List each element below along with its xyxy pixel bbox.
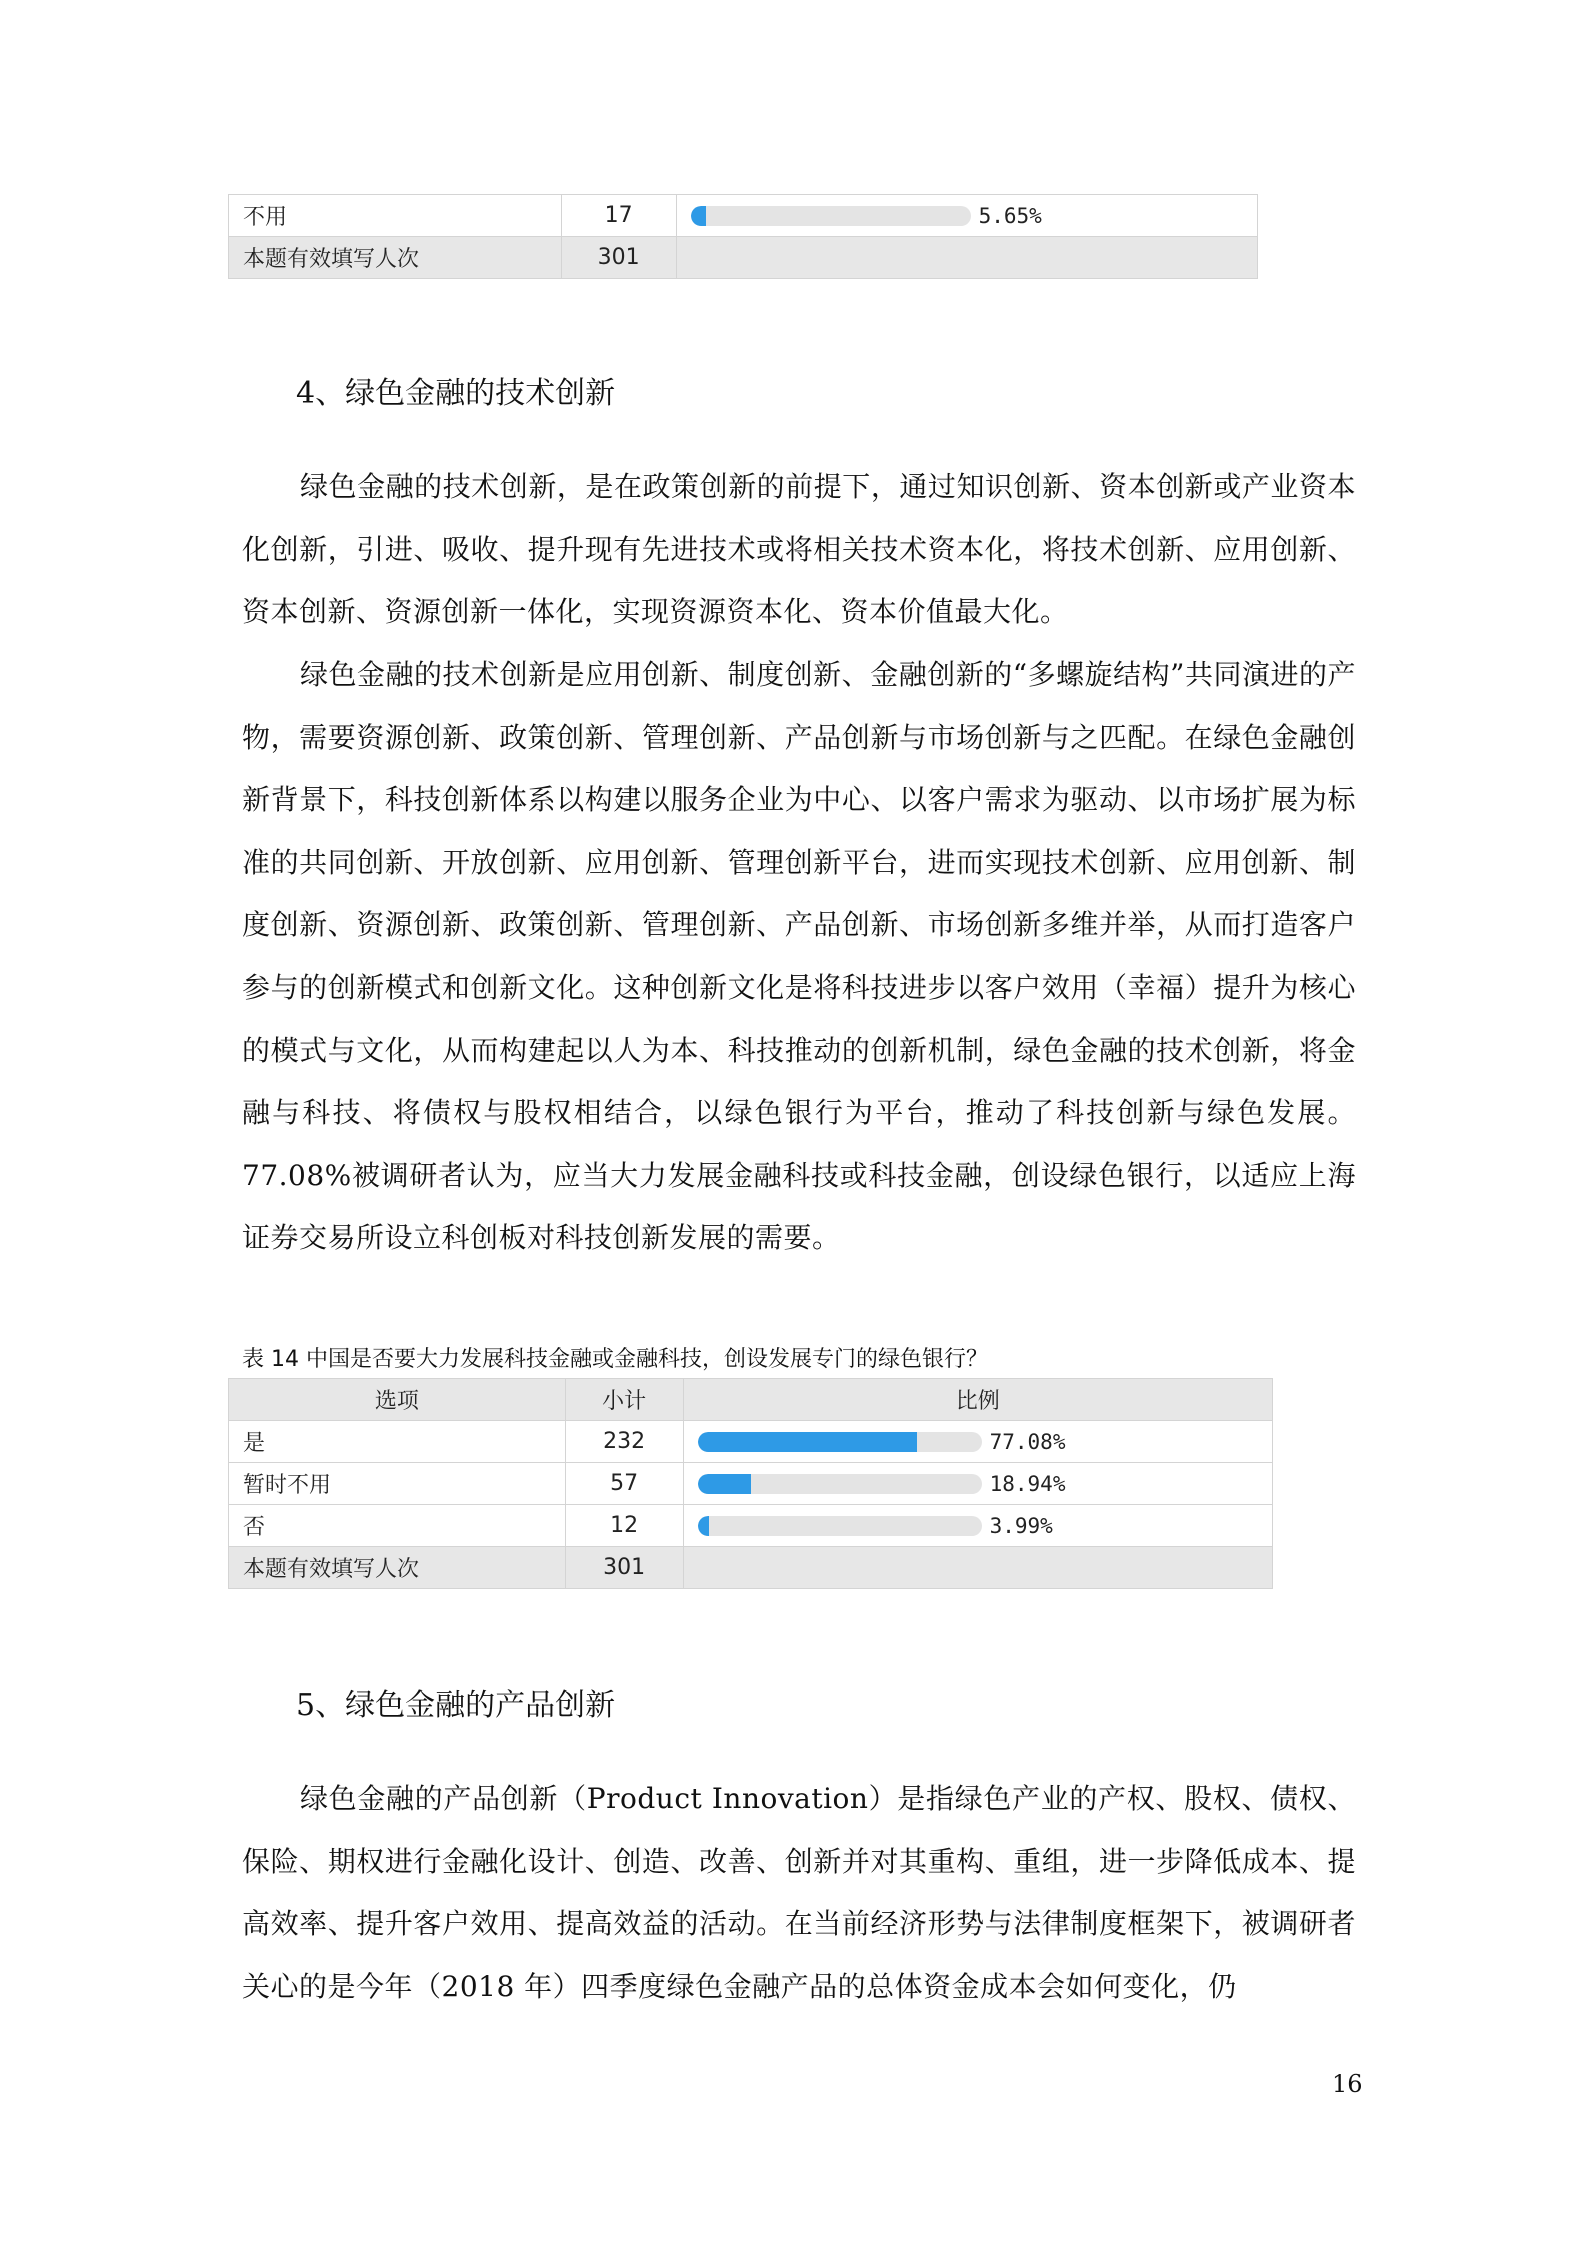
progress-fill <box>691 206 707 226</box>
percent-text: 3.99% <box>989 1514 1053 1538</box>
percent-text: 18.94% <box>989 1472 1066 1496</box>
table-row <box>229 195 1258 237</box>
option-label: 是 <box>229 1421 566 1463</box>
table-row <box>229 1463 1273 1505</box>
paragraph: 绿色金融的技术创新是应用创新、制度创新、金融创新的“多螺旋结构”共同演进的产物，需要资源创新、政策创新、管理创新、产品创新与市场创新与之匹配。在绿色金融创新背景下，科技创新体系以构建以服务企业为中心、以客户需求为驱动、以市场扩展为标准的共同创新、开放创新、应用创新、管理创新平台，进而实现技术创新、应用创新、制度创新、资源创新、政策创新、管理创新、产品创新、市场创新多维并举，从而打造客户参与的创新模式和创新文化。这种创新文化是将科技进步以客户效用（幸福）提升为核心的模式与文化，从而构建起以人为本、科技推动的创新机制，绿色金融的技术创新，将金融与科技、将债权与股权相结合，以绿色银行为平台，推动了科技创新与绿色发展。77.08%被调研者认为，应当大力发展金融科技或科技金融，创设绿色银行，以适应上海证券交易所设立科创板对科技创新发展的需要。 <box>242 658 1356 1255</box>
percent-cell <box>676 195 1257 237</box>
column-header: 小计 <box>565 1379 683 1421</box>
paragraph: 绿色金融的产品创新（Product Innovation）是指绿色产业的产权、股权、债权、保险、期权进行金融化设计、创造、改善、创新并对其重构、重组，进一步降低成本、提高效率、提升客户效用、提高效益的活动。在当前经济形势与法律制度框架下，被调研者关心的是今年（2018 年）四季度绿色金融产品的总体资金成本会如何变化，仍 <box>242 1782 1356 2003</box>
progress-bar <box>698 1516 982 1536</box>
table-header-row <box>229 1379 1273 1421</box>
progress-fill <box>698 1432 917 1452</box>
total-count: 301 <box>565 1547 683 1589</box>
table-total-row <box>229 1547 1273 1589</box>
section-heading: 5、绿色金融的产品创新 <box>296 1688 616 1723</box>
total-count: 301 <box>561 237 676 279</box>
table-top <box>228 194 1258 279</box>
table-row <box>229 1505 1273 1547</box>
section-heading: 4、绿色金融的技术创新 <box>296 376 616 411</box>
option-count: 12 <box>565 1505 683 1547</box>
progress-bar <box>698 1432 982 1452</box>
option-label: 暂时不用 <box>229 1463 566 1505</box>
table-row <box>229 1421 1273 1463</box>
progress-bar <box>691 206 971 226</box>
total-label: 本题有效填写人次 <box>229 1547 566 1589</box>
option-label: 否 <box>229 1505 566 1547</box>
total-label: 本题有效填写人次 <box>229 237 562 279</box>
paragraph: 绿色金融的技术创新，是在政策创新的前提下，通过知识创新、资本创新或产业资本化创新，引进、吸收、提升现有先进技术或将相关技术资本化，将技术创新、应用创新、资本创新、资源创新一体化，实现资源资本化、资本价值最大化。 <box>242 470 1356 629</box>
column-header: 比例 <box>683 1379 1272 1421</box>
percent-text: 77.08% <box>989 1430 1066 1454</box>
progress-fill <box>698 1474 752 1494</box>
progress-bar <box>698 1474 982 1494</box>
page-number: 16 <box>1332 2070 1363 2098</box>
option-count: 57 <box>565 1463 683 1505</box>
table-caption: 表 14 中国是否要大力发展科技金融或金融科技，创设发展专门的绿色银行？ <box>242 1347 988 1372</box>
table-total-row <box>229 237 1258 279</box>
percent-cell <box>683 1421 1272 1463</box>
percent-text: 5.65% <box>978 204 1042 228</box>
percent-cell <box>683 1505 1272 1547</box>
percent-cell <box>683 1463 1272 1505</box>
option-label: 不用 <box>229 195 562 237</box>
column-header: 选项 <box>229 1379 566 1421</box>
progress-fill <box>698 1516 709 1536</box>
option-count: 17 <box>561 195 676 237</box>
option-count: 232 <box>565 1421 683 1463</box>
table-14 <box>228 1378 1273 1589</box>
